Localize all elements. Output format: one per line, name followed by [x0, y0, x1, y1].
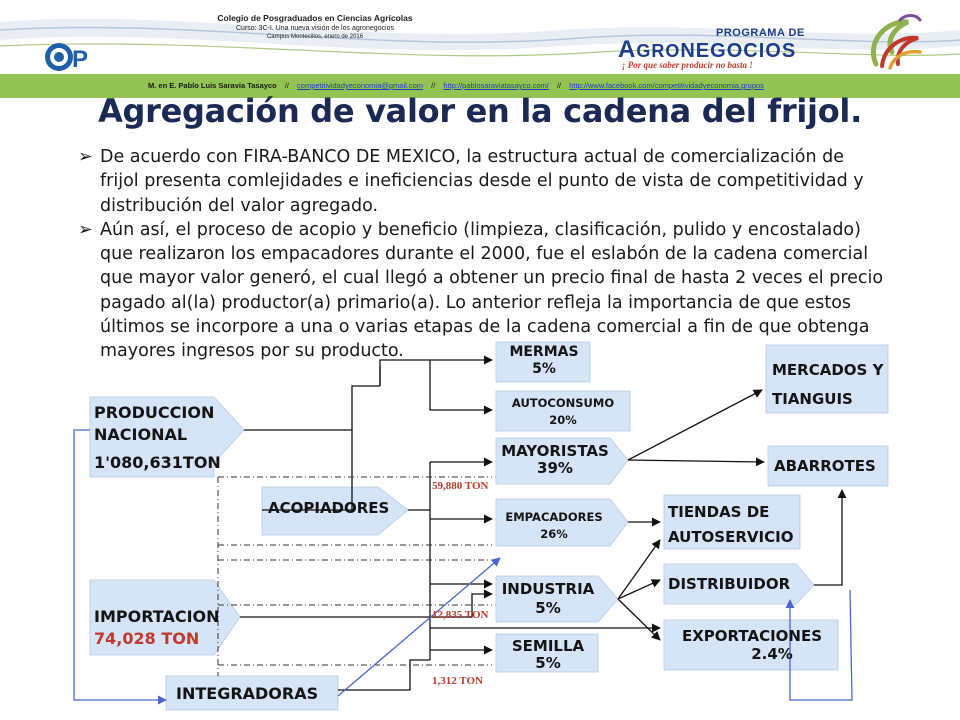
author-name: M. en E. Pablo Luis Saravia Tasayco: [148, 81, 277, 90]
autoconsumo-label: AUTOCONSUMO: [511, 396, 615, 410]
tiendas-label: TIENDAS DE: [668, 503, 770, 521]
tiendas-node: [668, 500, 793, 550]
institution-name: Colegio de Posgraduados en Ciencias Agrícolas: [217, 13, 413, 23]
separator: //: [556, 81, 562, 90]
bullet-line: que realizaron los empacadores durante el 2000, fue el eslabón de la cadena comercial: [100, 244, 869, 265]
importacion-label: IMPORTACION: [94, 607, 220, 626]
course-name: Curso: 3C-I. Una nueva visión de los agronegocios: [236, 25, 394, 32]
program-main-label: AGRONEGOCIOS: [618, 36, 797, 63]
exportaciones-value: 2.4%: [751, 645, 793, 663]
connector-line: [244, 386, 380, 430]
connector-line: [628, 460, 764, 462]
importacion-value: 74,028 TON: [94, 629, 200, 648]
tiendas-label: AUTOSERVICIO: [668, 528, 794, 546]
separator: //: [431, 81, 436, 90]
bullet-line: pagado al(la) productor(a) primario(a). Lo anterior refleja la importancia de que estos: [100, 292, 852, 313]
bullet-line: distribución del valor agregado.: [100, 195, 379, 216]
semilla-label: SEMILLA: [511, 637, 585, 655]
empacadores-value: 26%: [540, 527, 568, 541]
flow-label-industria: 12,835 TON: [432, 609, 489, 621]
abarrotes-node: [774, 457, 876, 475]
mayoristas-value: 39%: [537, 459, 573, 477]
produccion-value: 1'080,631TON: [94, 453, 221, 472]
acopiadores-label: ACOPIADORES: [268, 499, 390, 517]
campus-date: Campus Montecillos, enero de 2016: [266, 34, 364, 40]
connector-line: [430, 360, 492, 410]
slide-title: Agregación de valor en la cadena del frijol.: [98, 92, 862, 130]
connector-line: [814, 490, 842, 585]
autoconsumo-value: 20%: [549, 413, 577, 427]
semilla-node: [498, 638, 598, 672]
distribuidor-label: DISTRIBUIDOR: [668, 575, 791, 593]
connector-line: [618, 599, 660, 640]
abarrotes-label: ABARROTES: [774, 457, 876, 475]
mercados-label: MERCADOS Y: [772, 361, 884, 379]
exportaciones-label: EXPORTACIONES: [681, 627, 823, 645]
bullet-arrow-icon: ➢: [78, 219, 93, 240]
semilla-value: 5%: [535, 654, 561, 672]
bullet-line: Aún así, el proceso de acopio y beneficio (limpieza, clasificación, pulido y encostalado): [100, 219, 861, 240]
bullet-line: De acuerdo con FIRA-BANCO DE MEXICO, la estructura actual de comercialización de: [100, 147, 844, 167]
produccion-node: [94, 402, 221, 474]
email-link[interactable]: competitividadyeconomia@gmail.com: [297, 81, 424, 90]
autoconsumo-node: [500, 395, 626, 429]
mayoristas-node: [500, 443, 610, 477]
flow-label-mayoristas: 59,880 TON: [432, 480, 489, 492]
mercados-label: TIANGUIS: [772, 390, 853, 408]
produccion-label: PRODUCCION: [94, 403, 215, 422]
connector-line: [380, 360, 492, 386]
integradoras-node: [176, 684, 318, 703]
industria-label: INDUSTRIA: [501, 580, 595, 598]
bullet-line: frijol presenta comlejidades e ineficiencias desde el punto de vista de competitividad y: [100, 171, 864, 192]
integradoras-label: INTEGRADORAS: [176, 684, 319, 703]
separator: //: [284, 81, 289, 90]
flow-label-semilla: 1,312 TON: [432, 675, 483, 687]
bullet-line: mayores ingresos por su producto.: [100, 341, 404, 362]
mermas-label: MERMAS: [509, 344, 579, 360]
mayoristas-label: MAYORISTAS: [501, 442, 609, 460]
industria-node: [498, 580, 598, 618]
facebook-link[interactable]: http://www.facebook.com/competitividadyeconomia.grupos: [569, 81, 764, 90]
acopiadores-node: [268, 499, 389, 517]
program-tagline: ¡ Por que saber producir no basta !: [622, 60, 753, 70]
mermas-value: 5%: [532, 361, 556, 377]
blog-link[interactable]: http://pablosaraviatasayco.com/: [443, 81, 549, 90]
empacadores-label: EMPACADORES: [505, 510, 603, 524]
bullet-line: últimos se incorpore a una o varias etapas de la cadena comercial a fin de que obtenga: [100, 317, 870, 338]
industria-value: 5%: [535, 599, 561, 617]
importacion-node: [94, 606, 220, 650]
produccion-label: NACIONAL: [94, 425, 188, 444]
bullet-line: que mayor valor generó, el cual llegó a obtener un precio final de hasta 2 veces el precio: [100, 268, 884, 289]
svg-text:P: P: [72, 46, 89, 73]
empacadores-node: [498, 509, 610, 543]
connector-line: [628, 390, 762, 460]
mermas-node: [506, 344, 582, 378]
mercados-node: [772, 356, 883, 414]
bullet-arrow-icon: ➢: [78, 147, 93, 167]
distribuidor-node: [668, 575, 790, 593]
program-top-label: PROGRAMA DE: [716, 27, 805, 39]
exportaciones-node: [670, 627, 834, 663]
